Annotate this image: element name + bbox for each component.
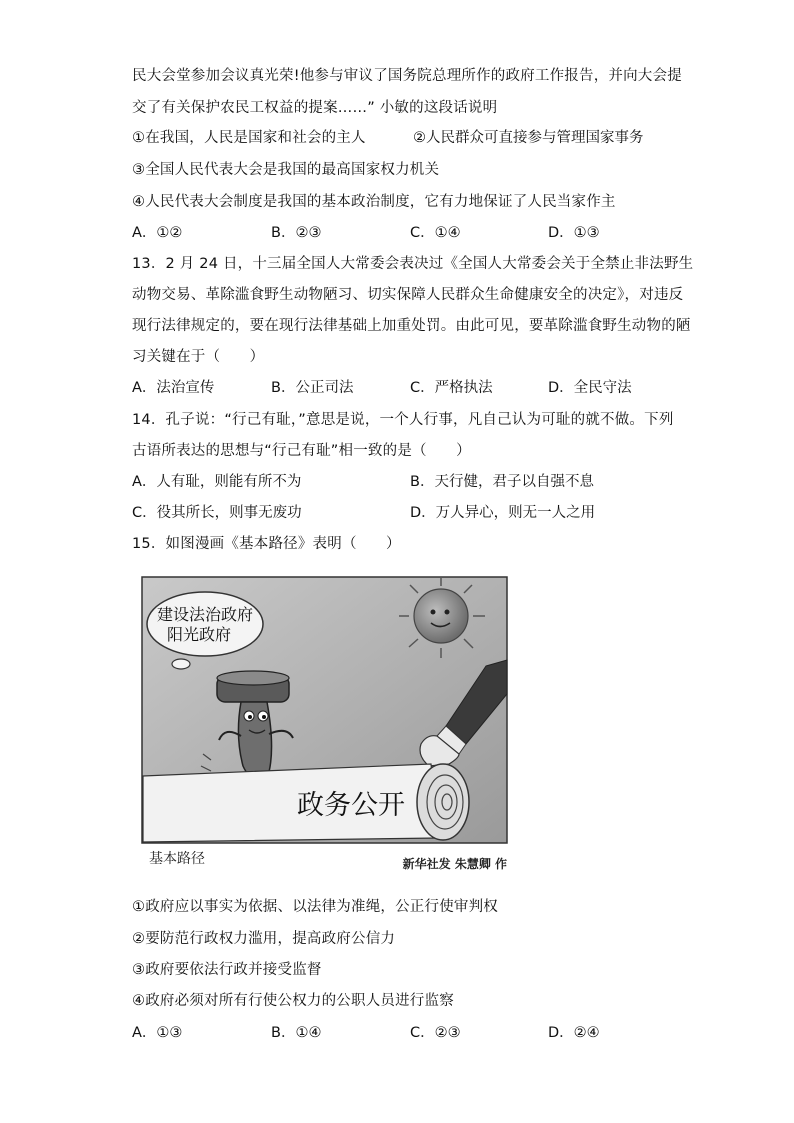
q12-stem-line-1: 民大会堂参加会议真光荣!他参与审议了国务院总理所作的政府工作报告，并向大会提 — [132, 68, 682, 84]
q15-statement-2: ②要防范行政权力滥用，提高政府公信力 — [132, 931, 396, 947]
q13-stem-line-1: 13．2 月 24 日，十三届全国人大常委会表决过《全国人大常委会关于全禁止非法野生 — [132, 256, 694, 272]
q13-option-b: B．公正司法 — [271, 380, 354, 396]
q12-statement-1: ①在我国，人民是国家和社会的主人 — [132, 130, 366, 146]
q15-statement-4: ④政府必须对所有行使公权力的公职人员进行监察 — [132, 993, 454, 1009]
scroll-text: 政务公开 — [297, 790, 405, 821]
q14-option-a: A．人有耻，则能有所不为 — [132, 474, 302, 490]
q15-option-c: C．②③ — [410, 1025, 461, 1041]
q12-option-c: C．①④ — [410, 225, 461, 241]
q14-option-d: D．万人异心，则无一人之用 — [410, 505, 596, 521]
q12-option-b: B．②③ — [271, 225, 322, 241]
bubble-text-line-2: 阳光政府 — [166, 625, 232, 644]
q14-stem-line-2: 古语所表达的思想与“行己有耻”相一致的是（ ） — [132, 443, 471, 459]
speech-bubble — [147, 592, 263, 656]
q13-stem-line-4: 习关键在于（ ） — [132, 349, 265, 365]
q14-stem-line-1: 14．孔子说：“行己有耻，”意思是说，一个人行事，凡自己认为可耻的就不做。下列 — [132, 412, 674, 428]
q12-option-a: A．①② — [132, 225, 183, 241]
q15-stem: 15．如图漫画《基本路径》表明（ ） — [132, 536, 401, 552]
bubble-text-line-1: 建设法治政府 — [156, 605, 254, 624]
q12-statement-4: ④人民代表大会制度是我国的基本政治制度，它有力地保证了人民当家作主 — [132, 194, 616, 210]
q12-stem-line-2: 交了有关保护农民工权益的提案……” 小敏的这段话说明 — [132, 100, 498, 116]
q12-statement-3: ③全国人民代表大会是我国的最高国家权力机关 — [132, 162, 440, 178]
q13-stem-line-2: 动物交易、革除滥食野生动物陋习、切实保障人民群众生命健康安全的决定》，对违反 — [132, 287, 684, 303]
cartoon-illustration — [141, 576, 510, 880]
cartoon-caption: 基本路径 — [149, 851, 205, 867]
q15-statement-1: ①政府应以事实为依据、以法律为准绳，公正行使审判权 — [132, 899, 498, 915]
q14-option-b: B．天行健，君子以自强不息 — [410, 474, 594, 490]
q13-option-d: D．全民守法 — [548, 380, 632, 396]
q13-stem-line-3: 现行法律规定的，要在现行法律基础上加重处罚。由此可见，要革除滥食野生动物的陋 — [132, 318, 691, 334]
q13-option-c: C．严格执法 — [410, 380, 493, 396]
q15-option-d: D．②④ — [548, 1025, 600, 1041]
q13-option-a: A．法治宣传 — [132, 380, 215, 396]
q12-option-d: D．①③ — [548, 225, 600, 241]
q15-statement-3: ③政府要依法行政并接受监督 — [132, 962, 322, 978]
q15-option-b: B．①④ — [271, 1025, 322, 1041]
q14-option-c: C．役其所长，则事无废功 — [132, 505, 302, 521]
cartoon-credit: 新华社发 朱慧卿 作 — [402, 857, 507, 871]
q12-statement-2: ②人民群众可直接参与管理国家事务 — [413, 130, 644, 146]
q15-option-a: A．①③ — [132, 1025, 183, 1041]
